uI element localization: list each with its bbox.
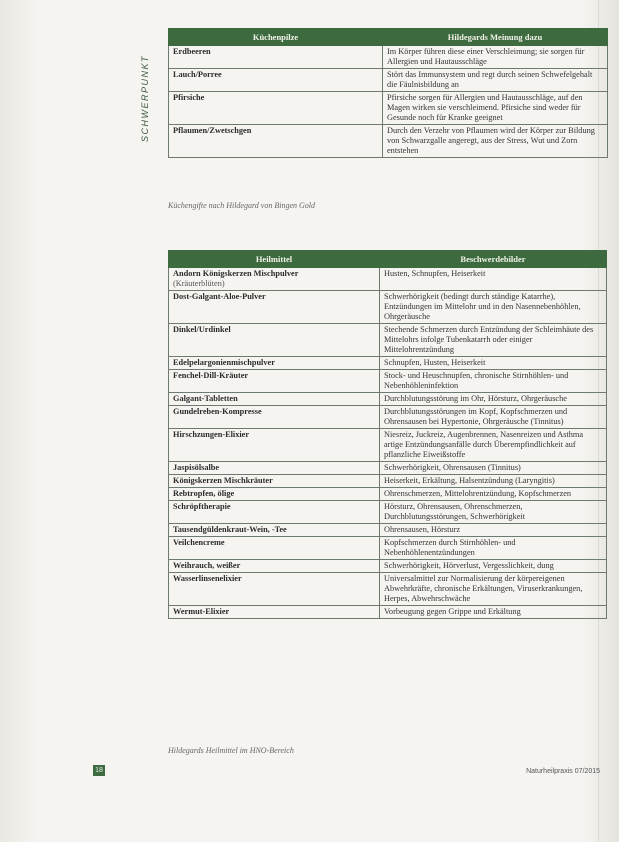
table-row <box>169 524 607 537</box>
row-label: Edelpelargonienmischpulver <box>173 358 275 367</box>
row-description: Schwerhörigkeit, Hörverlust, Vergesslichkeit, dung <box>380 560 607 573</box>
row-label-cell <box>169 429 380 462</box>
table-row <box>169 501 607 524</box>
row-label: Wasserlinsenelixier <box>173 574 242 583</box>
remedies-table <box>168 250 607 619</box>
table-row <box>169 429 607 462</box>
row-label-cell <box>169 524 380 537</box>
row-label: Fenchel-Dill-Kräuter <box>173 371 249 380</box>
row-label: Erdbeeren <box>173 47 211 56</box>
table-caption: Hildegards Heilmittel im HNO-Bereich <box>168 746 294 755</box>
row-label-cell <box>169 92 383 125</box>
row-label-cell <box>169 573 380 606</box>
row-label-cell <box>169 560 380 573</box>
table-row <box>169 475 607 488</box>
row-label-cell <box>169 606 380 619</box>
row-description: Durch den Verzehr von Pflaumen wird der Körper zur Bildung von Schwarzgalle angeregt, aus der Stress, Wut und Zorn entstehen <box>383 125 608 158</box>
table-row <box>169 291 607 324</box>
table-row <box>169 560 607 573</box>
column-header: Hildegards Meinung dazu <box>383 29 608 46</box>
column-header: Küchenpilze <box>169 29 383 46</box>
table-caption: Küchengifte nach Hildegard von Bingen Gold <box>168 201 316 210</box>
column-header: Heilmittel <box>169 251 380 268</box>
row-description: Universalmittel zur Normalisierung der körpereigenen Abwehrkräfte, chronische Erkältungen, Viruserkrankungen, Herpes, Abwehrschwäche <box>380 573 607 606</box>
row-description: Durchblutungsstörung im Ohr, Hörsturz, Ohrgeräusche <box>380 393 607 406</box>
row-description: Schwerhörigkeit, Ohrensausen (Tinnitus) <box>380 462 607 475</box>
column-header: Beschwerdebilder <box>380 251 607 268</box>
row-description: Schwerhörigkeit (bedingt durch ständige Katarrhe), Entzündungen im Mittelohr und in den Nasennebenhöhlen, Ohrgeräusche <box>380 291 607 324</box>
row-label: Lauch/Porree <box>173 70 222 79</box>
row-label-cell <box>169 324 380 357</box>
row-description: Schnupfen, Husten, Heiserkeit <box>380 357 607 370</box>
row-label: Hirschzungen-Elixier <box>173 430 250 439</box>
row-sublabel: (Kräuterblüten) <box>173 279 225 288</box>
row-label-cell <box>169 357 380 370</box>
row-description: Im Körper führen diese einer Verschleimung; sie sorgen für Allergien und Hautausschläge <box>383 46 608 69</box>
journal-footer: Naturheilpraxis 07/2015 <box>526 768 600 775</box>
table-row <box>169 537 607 560</box>
row-label: Wermut-Elixier <box>173 607 230 616</box>
row-label-cell <box>169 268 380 291</box>
page-number: 18 <box>93 765 105 776</box>
table-row <box>169 92 608 125</box>
row-label: Andorn Königskerzen Mischpulver <box>173 269 299 278</box>
row-label-cell <box>169 291 380 324</box>
table-row <box>169 324 607 357</box>
table-row <box>169 606 607 619</box>
row-description: Stechende Schmerzen durch Entzündung der Schleimhäute des Mittelohrs infolge Tubenkatarrh oder einiger Mittelohrentzündung <box>380 324 607 357</box>
table-header-row <box>169 29 608 46</box>
row-label-cell <box>169 46 383 69</box>
row-label-cell <box>169 370 380 393</box>
row-label: Pfirsiche <box>173 93 205 102</box>
table-row <box>169 46 608 69</box>
row-label-cell <box>169 69 383 92</box>
row-description: Husten, Schnupfen, Heiserkeit <box>380 268 607 291</box>
row-label-cell <box>169 393 380 406</box>
row-label: Rebtropfen, ölige <box>173 489 235 498</box>
row-label-cell <box>169 406 380 429</box>
table-row <box>169 573 607 606</box>
row-label: Königskerzen Mischkräuter <box>173 476 273 485</box>
row-description: Ohrenschmerzen, Mittelohrentzündung, Kopfschmerzen <box>380 488 607 501</box>
kitchen-poisons-table <box>168 28 608 158</box>
row-label: Jaspisölsalbe <box>173 463 220 472</box>
row-label: Dost-Galgant-Aloe-Pulver <box>173 292 266 301</box>
row-description: Vorbeugung gegen Grippe und Erkältung <box>380 606 607 619</box>
row-label-cell <box>169 462 380 475</box>
row-label-cell <box>169 475 380 488</box>
row-label-cell <box>169 488 380 501</box>
row-label: Dinkel/Urdinkel <box>173 325 231 334</box>
row-label: Pflaumen/Zwetschgen <box>173 126 252 135</box>
table-row <box>169 370 607 393</box>
table-row <box>169 488 607 501</box>
table-row <box>169 357 607 370</box>
row-label-cell <box>169 125 383 158</box>
row-label: Gundelreben-Kompresse <box>173 407 262 416</box>
row-label: Schröpftherapie <box>173 502 231 511</box>
row-description: Stock- und Heuschnupfen, chronische Stirnhöhlen- und Nebenhöhleninfektion <box>380 370 607 393</box>
table-row <box>169 268 607 291</box>
row-label: Tausendgüldenkraut-Wein, -Tee <box>173 525 287 534</box>
row-description: Niesreiz, Juckreiz, Augenbrennen, Nasenreizen und Asthma artige Entzündungsanfälle durch Überempfindlichkeit auf pflanzliche Eiweißstoffe <box>380 429 607 462</box>
row-description: Hörsturz, Ohrensausen, Ohrenschmerzen, Durchblutungsstörungen, Schwerhörigkeit <box>380 501 607 524</box>
row-description: Ohrensausen, Hörsturz <box>380 524 607 537</box>
row-label-cell <box>169 501 380 524</box>
row-label: Veilchencreme <box>173 538 225 547</box>
row-description: Pfirsiche sorgen für Allergien und Hautausschläge, auf den Magen wirken sie verschleimend. Pfirsiche sind weder für Gesunde noch für Kranke geeignet <box>383 92 608 125</box>
table-header-row <box>169 251 607 268</box>
table-row <box>169 125 608 158</box>
row-description: Durchblutungsstörungen im Kopf, Kopfschmerzen und Ohrensausen bei Hypertonie, Ohrgeräusche (Tinnitus) <box>380 406 607 429</box>
table-row <box>169 69 608 92</box>
row-label-cell <box>169 537 380 560</box>
section-label: SCHWERPUNKT <box>140 54 150 142</box>
table-row <box>169 393 607 406</box>
table-row <box>169 406 607 429</box>
row-description: Stört das Immunsystem und regt durch seinen Schwefelgehalt die Fäulnisbildung an <box>383 69 608 92</box>
row-label: Weihrauch, weißer <box>173 561 241 570</box>
row-label: Galgant-Tabletten <box>173 394 238 403</box>
row-description: Heiserkeit, Erkältung, Halsentzündung (Laryngitis) <box>380 475 607 488</box>
table-row <box>169 462 607 475</box>
row-description: Kopfschmerzen durch Stirnhöhlen- und Nebenhöhlenentzündungen <box>380 537 607 560</box>
